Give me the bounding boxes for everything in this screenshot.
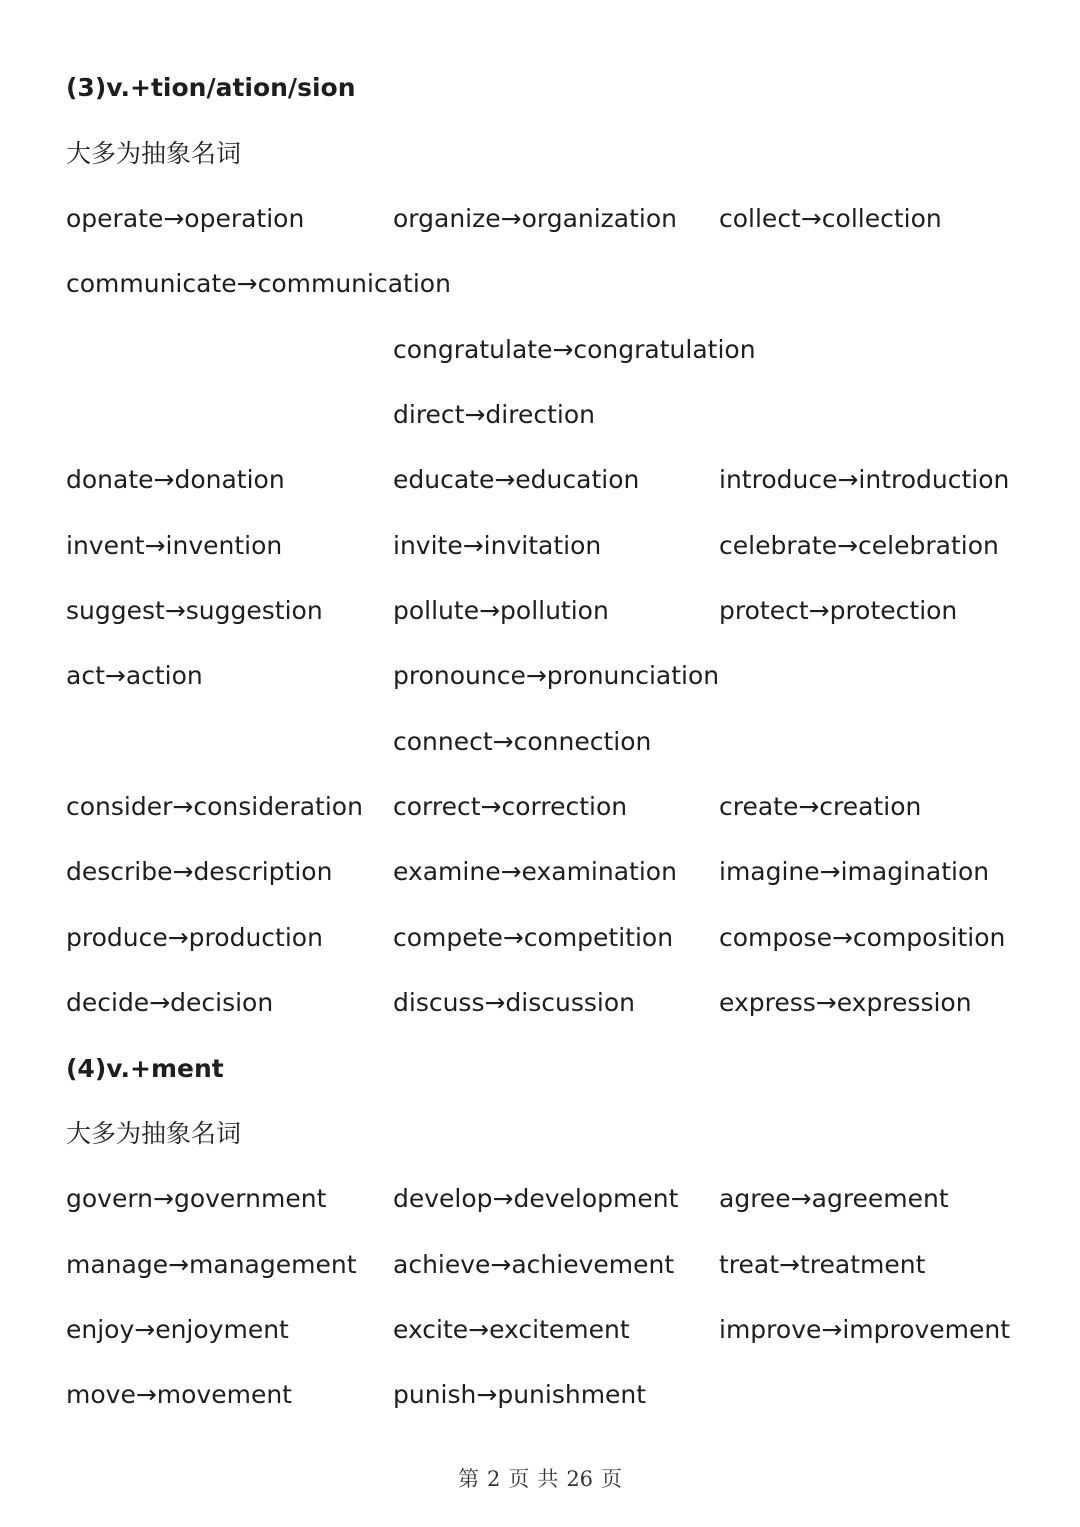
total-pages: 26 — [566, 1467, 594, 1491]
word-pair: move→movement — [66, 1380, 292, 1409]
word-pair: operate→operation — [66, 204, 305, 233]
word-pair: discuss→discussion — [393, 988, 635, 1017]
word-pair: express→expression — [719, 988, 972, 1017]
word-pair: manage→management — [66, 1250, 357, 1279]
footer-total-word: 共 — [537, 1467, 559, 1491]
word-pair: connect→connection — [393, 727, 652, 756]
word-pair: improve→improvement — [719, 1315, 1011, 1344]
word-pair: agree→agreement — [719, 1184, 949, 1213]
footer-prefix: 第 — [457, 1467, 479, 1491]
word-pair: congratulate→congratulation — [393, 335, 756, 364]
word-pair: organize→organization — [393, 204, 678, 233]
word-pair: correct→correction — [393, 792, 628, 821]
word-pair: collect→collection — [719, 204, 942, 233]
word-pair: celebrate→celebration — [719, 531, 999, 560]
section-heading: (3)v.+tion/ation/sion — [66, 73, 356, 102]
word-pair: communicate→communication — [66, 269, 451, 298]
footer-page-word: 页 — [508, 1467, 530, 1491]
word-pair: invent→invention — [66, 531, 283, 560]
word-pair: protect→protection — [719, 596, 958, 625]
page-number: 2 — [486, 1467, 501, 1491]
footer-suffix: 页 — [601, 1467, 623, 1491]
word-pair: excite→excitement — [393, 1315, 630, 1344]
word-pair: pollute→pollution — [393, 596, 609, 625]
word-pair: introduce→introduction — [719, 465, 1010, 494]
word-pair: govern→government — [66, 1184, 327, 1213]
word-pair: invite→invitation — [393, 531, 602, 560]
word-pair: decide→decision — [66, 988, 274, 1017]
word-pair: act→action — [66, 661, 203, 690]
word-pair: examine→examination — [393, 857, 677, 886]
word-pair: consider→consideration — [66, 792, 363, 821]
section-note: 大多为抽象名词 — [66, 1119, 242, 1148]
section-note: 大多为抽象名词 — [66, 139, 242, 168]
word-pair: suggest→suggestion — [66, 596, 323, 625]
word-pair: describe→description — [66, 857, 333, 886]
word-pair: donate→donation — [66, 465, 285, 494]
word-pair: direct→direction — [393, 400, 595, 429]
word-pair: punish→punishment — [393, 1380, 647, 1409]
word-pair: compete→competition — [393, 923, 674, 952]
word-pair: educate→education — [393, 465, 640, 494]
word-pair: create→creation — [719, 792, 922, 821]
word-pair: produce→production — [66, 923, 323, 952]
word-pair: achieve→achievement — [393, 1250, 675, 1279]
word-pair: pronounce→pronunciation — [393, 661, 720, 690]
word-pair: compose→composition — [719, 923, 1006, 952]
section-heading: (4)v.+ment — [66, 1054, 224, 1083]
word-pair: develop→development — [393, 1184, 679, 1213]
word-pair: treat→treatment — [719, 1250, 926, 1279]
word-pair: enjoy→enjoyment — [66, 1315, 289, 1344]
page-footer — [0, 1463, 1080, 1493]
word-pair: imagine→imagination — [719, 857, 990, 886]
